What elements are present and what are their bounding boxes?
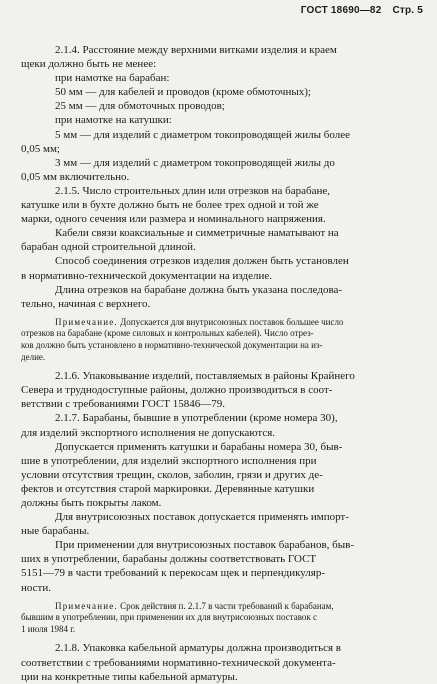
line-text: Длина отрезков на барабане должна быть указана последова- <box>55 283 343 296</box>
line-text: Допускается применять катушки и барабаны номера 30, быв- <box>55 440 343 453</box>
line-text: тельно, начиная с верхнего. <box>21 297 151 310</box>
text-line <box>21 383 421 397</box>
line-text: ные барабаны. <box>21 525 90 538</box>
text-line <box>21 397 421 411</box>
line-text: шие в употреблении, для изделий экспортного исполнения при <box>21 454 317 467</box>
text-line <box>21 426 421 440</box>
text-line <box>21 170 421 184</box>
line-text: марки, одного сечения или размера и номинального напряжения. <box>21 213 326 226</box>
line-text: 1 июля 1984 г. <box>21 623 76 634</box>
line-text: 3 мм — для изделий с диаметром токопроводящей жилы до <box>55 156 335 169</box>
line-text: условии отсутствия трещин, сколов, заболин, грязи и других де- <box>21 468 323 481</box>
note-line <box>21 612 421 624</box>
line-text: барабан одной строительной длиной. <box>21 241 196 254</box>
line-text: 2.1.8. Упаковка кабельной арматуры должна производиться в <box>55 642 341 655</box>
line-text: 2.1.5. Число строительных длин или отрезков на барабане, <box>55 184 330 197</box>
line-text: ции на конкретные типы кабельной арматуры. <box>21 670 238 683</box>
text-line <box>21 283 421 297</box>
line-text: 2.1.6. Упаковывание изделий, поставляемых в районы Крайнего <box>55 370 355 383</box>
line-text: фектов и отсутствия старой маркировки. Деревянные катушки <box>21 482 315 495</box>
note-label: Примечание. <box>55 600 118 611</box>
text-line <box>21 85 421 99</box>
line-text: ков должно быть установлено в нормативно-технической документации на из- <box>21 339 323 350</box>
line-text: 2.1.4. Расстояние между верхними витками изделия и краем <box>55 44 337 56</box>
line-text: Севера и труднодоступные районы, должно производиться в соот- <box>21 384 333 397</box>
line-text: щеки должно быть не менее: <box>21 58 157 71</box>
text-line <box>21 198 421 212</box>
text-line <box>21 297 421 311</box>
text-line <box>21 254 421 268</box>
note-label: Примечание. <box>55 316 118 327</box>
text-line <box>21 212 421 226</box>
text-line <box>21 99 421 113</box>
text-line <box>21 43 421 57</box>
text-line <box>21 524 421 538</box>
text-line <box>21 240 421 254</box>
note-line <box>21 352 421 364</box>
line-text: Способ соединения отрезков изделия должен быть установлен <box>55 255 349 268</box>
text-line <box>21 369 421 383</box>
text-line <box>21 552 421 566</box>
line-text: 0,05 мм включительно. <box>21 170 130 183</box>
line-text: 50 мм — для кабелей и проводов (кроме обмоточных); <box>55 86 311 99</box>
page-header <box>293 5 423 16</box>
text-line <box>21 641 421 655</box>
text-line <box>21 510 421 524</box>
text-line <box>21 184 421 198</box>
line-text: 5151—79 в части требований к перекосам щек и перпендикуляр- <box>21 567 326 580</box>
line-text: При применении для внутрисоюзных поставок барабанов, быв- <box>55 539 354 552</box>
text-line <box>21 538 421 552</box>
text-line <box>21 128 421 142</box>
note-line <box>21 340 421 352</box>
text-line <box>21 411 421 425</box>
line-text: в нормативно-технической документации на изделие. <box>21 269 273 282</box>
line-text: Кабели связи коаксиальные и симметричные наматывают на <box>55 227 339 240</box>
line-text: Срок действия п. 2.1.7 в части требований к барабанам, <box>120 600 334 611</box>
text-line <box>21 156 421 170</box>
line-text: для изделий экспортного исполнения не допускаются. <box>21 426 276 439</box>
text-line <box>21 566 421 580</box>
standard-number: ГОСТ 18690—82 <box>300 5 382 16</box>
text-line <box>21 57 421 71</box>
text-line <box>21 581 421 595</box>
line-text: должны быть покрыты лаком. <box>21 497 162 509</box>
text-line <box>21 468 421 482</box>
text-line <box>21 269 421 283</box>
line-text: катушке или в бухте должно быть не более трех одной и той же <box>21 199 319 212</box>
line-text: Для внутрисоюзных поставок допускается применять импорт- <box>55 511 349 524</box>
text-line <box>21 113 421 127</box>
line-text: соответствии с требованиями нормативно-технической документа- <box>21 656 336 669</box>
line-text: отрезков на барабане (кроме силовых и контрольных кабелей). Число отрез- <box>21 328 314 339</box>
text-line <box>21 670 421 684</box>
note-line <box>21 317 421 329</box>
text-line <box>21 656 421 670</box>
note-line <box>21 328 421 340</box>
line-text: делие. <box>21 351 46 362</box>
note-line <box>21 624 421 636</box>
note-line <box>21 601 421 613</box>
page-number: Стр. 5 <box>392 5 423 16</box>
text-line <box>21 454 421 468</box>
line-text: ветствии с требованиями ГОСТ 15846—79. <box>21 398 225 411</box>
line-text: 2.1.7. Барабаны, бывшие в употреблении (кроме номера 30), <box>55 412 338 425</box>
text-line <box>21 440 421 454</box>
text-line <box>21 496 421 510</box>
text-line <box>21 71 421 85</box>
line-text: 0,05 мм; <box>21 142 60 155</box>
text-line <box>21 482 421 496</box>
line-text: ших в употреблении, барабаны должны соответствовать ГОСТ <box>21 553 317 566</box>
line-text: при намотке на барабан: <box>55 72 170 85</box>
line-text: ности. <box>21 581 51 594</box>
line-text: 25 мм — для обмоточных проводов; <box>55 100 225 113</box>
line-text: 5 мм — для изделий с диаметром токопроводящей жилы более <box>55 128 350 141</box>
text-line <box>21 226 421 240</box>
line-text: бывшим в употреблении, при применении их для внутрисоюзных поставок с <box>21 612 318 623</box>
line-text: при намотке на катушки: <box>55 114 172 127</box>
document-body <box>21 43 421 684</box>
text-line <box>21 142 421 156</box>
line-text: Допускается для внутрисоюзных поставок большее число <box>120 316 344 327</box>
